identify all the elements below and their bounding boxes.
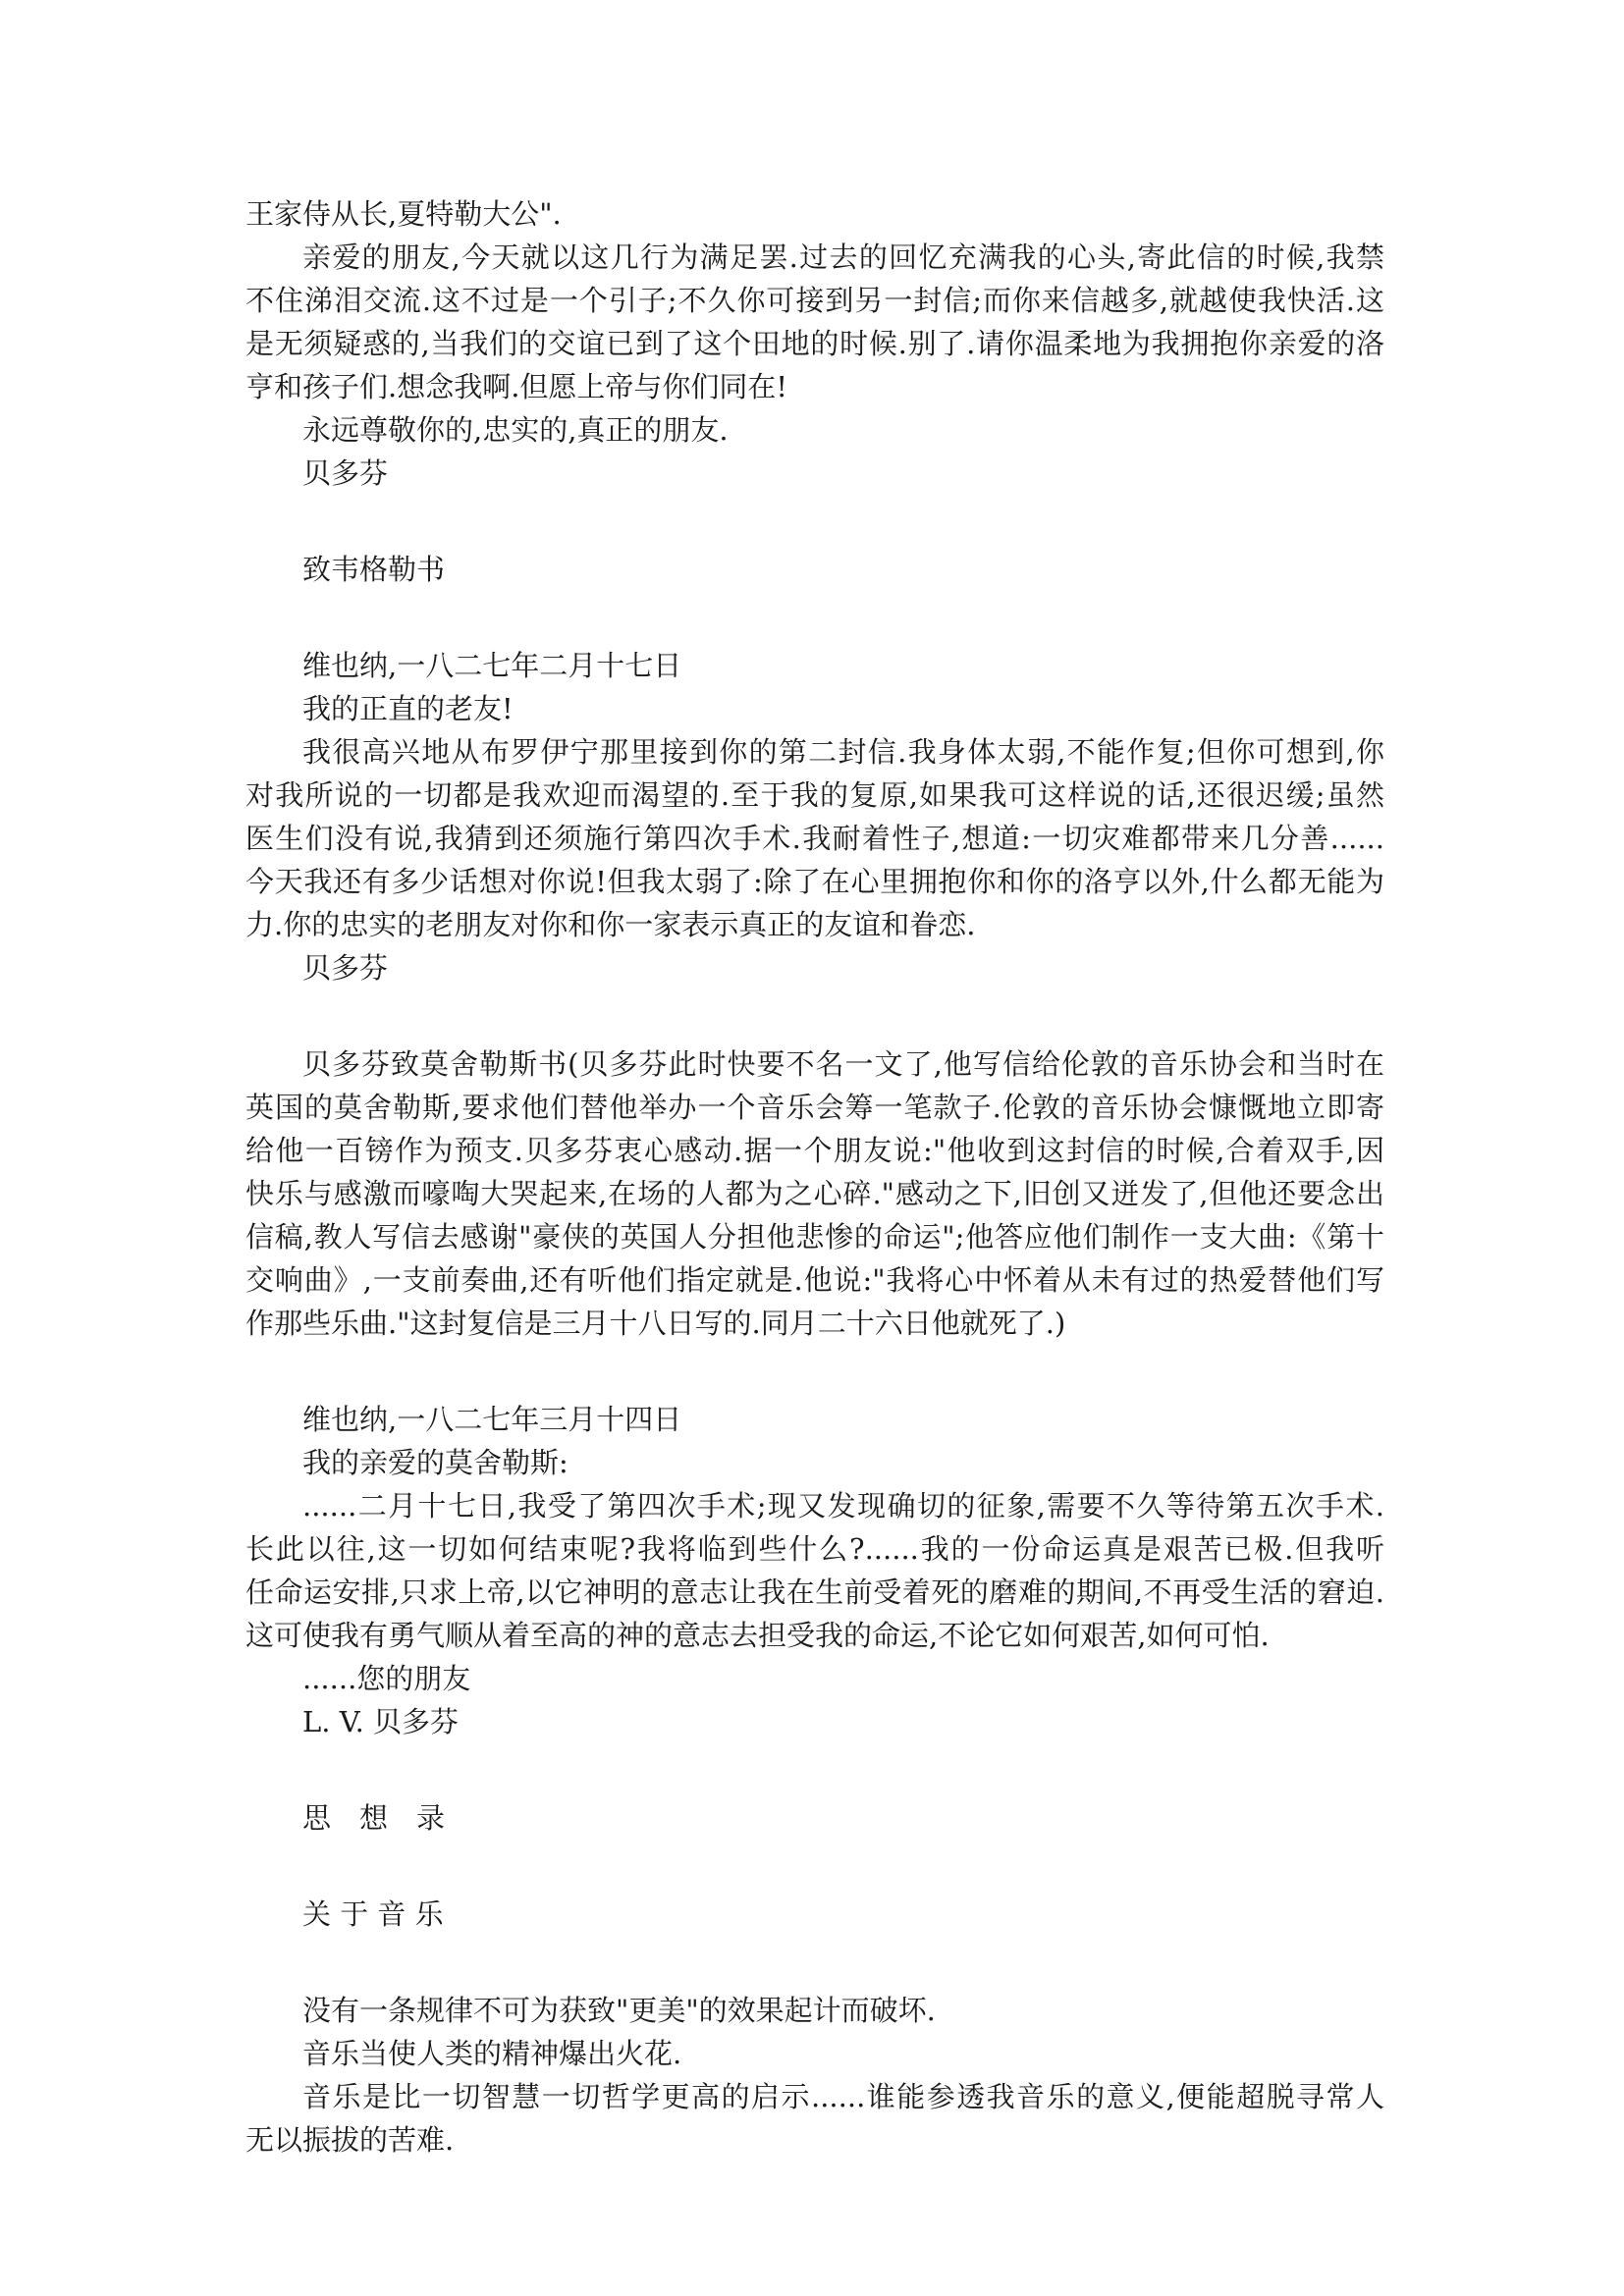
salutation: 我的亲爱的莫舍勒斯: — [302, 1446, 568, 1479]
text-line: 贝多芬致莫舍勒斯书(贝多芬此时快要不名一文了,他写信给伦敦的音乐协会和当时在 — [302, 1047, 1384, 1081]
closing-line: ......您的朋友 — [302, 1662, 471, 1695]
text-line: 这可使我有勇气顺从着至高的神的意志去担受我的命运,不论它如何艰苦,如何可怕. — [245, 1619, 1270, 1652]
text-line: 英国的莫舍勒斯,要求他们替他举办一个音乐会筹一笔款子.伦敦的音乐协会慷慨地立即寄 — [245, 1091, 1384, 1124]
text-line: 亨和孩子们.想念我啊.但愿上帝与你们同在! — [245, 370, 788, 403]
signature: 贝多芬 — [302, 951, 389, 985]
salutation: 我的正直的老友! — [302, 692, 514, 725]
text-line: 不住涕泪交流.这不过是一个引子;不久你可接到另一封信;而你来信越多,就越使我快活.这 — [245, 284, 1384, 317]
text-line: 医生们没有说,我猜到还须施行第四次手术.我耐着性子,想道:一切灾难都带来几分善...... — [245, 822, 1384, 855]
section-heading: 致韦格勒书 — [302, 553, 446, 586]
date-line: 维也纳,一八二七年二月十七日 — [302, 649, 682, 682]
text-line: 交响曲》,一支前奏曲,还有听他们指定就是.他说:"我将心中怀着从未有过的热爱替他们写 — [245, 1263, 1384, 1297]
signature: L. V. 贝多芬 — [302, 1705, 460, 1738]
text-line: 音乐是比一切智慧一切哲学更高的启示......谁能参透我音乐的意义,便能超脱寻常人 — [302, 2080, 1384, 2113]
text-line: 给他一百镑作为预支.贝多芬衷心感动.据一个朋友说:"他收到这封信的时候,合着双手,因 — [245, 1134, 1384, 1167]
text-line: 没有一条规律不可为获致"更美"的效果起计而破坏. — [302, 1994, 936, 2027]
text-line: 王家侍从长,夏特勒大公". — [245, 197, 562, 231]
document-page — [245, 192, 1384, 2162]
closing-line: 永远尊敬你的,忠实的,真正的朋友. — [302, 413, 729, 447]
text-line: 今天我还有多少话想对你说!但我太弱了:除了在心里拥抱你和你的洛亨以外,什么都无能为 — [245, 865, 1384, 898]
subsection-heading: 关 于 音 乐 — [302, 1897, 444, 1931]
text-line: ......二月十七日,我受了第四次手术;现又发现确切的征象,需要不久等待第五次手术. — [302, 1489, 1384, 1522]
spacer — [245, 591, 1384, 644]
spacer — [245, 1936, 1384, 1989]
text-line: 信稿,教人写信去感谢"豪侠的英国人分担他悲惨的命运";他答应他们制作一支大曲:《第十 — [245, 1220, 1384, 1254]
signature: 贝多芬 — [302, 456, 389, 490]
text-line: 是无须疑惑的,当我们的交谊已到了这个田地的时候.别了.请你温柔地为我拥抱你亲爱的洛 — [245, 327, 1384, 360]
text-line: 力.你的忠实的老朋友对你和你一家表示真正的友谊和眷恋. — [245, 908, 976, 941]
section-heading: 思 想 录 — [302, 1801, 446, 1835]
text-line: 快乐与感激而嚎啕大哭起来,在场的人都为之心碎."感动之下,旧创又迸发了,但他还要念出 — [245, 1177, 1384, 1210]
text-line: 对我所说的一切都是我欢迎而渴望的.至于我的复原,如果我可这样说的话,还很迟缓;虽然 — [245, 778, 1384, 812]
text-line: 亲爱的朋友,今天就以这几行为满足罢.过去的回忆充满我的心头,寄此信的时候,我禁 — [302, 240, 1384, 274]
spacer — [245, 1840, 1384, 1893]
text-line: 无以振拔的苦难. — [245, 2123, 455, 2157]
spacer — [245, 989, 1384, 1042]
spacer — [245, 1743, 1384, 1796]
text-line: 音乐当使人类的精神爆出火花. — [302, 2037, 682, 2070]
spacer — [245, 495, 1384, 548]
text-line: 长此以往,这一切如何结束呢?我将临到些什么?......我的一份命运真是艰苦已极.但我听 — [245, 1532, 1384, 1566]
text-line: 任命运安排,只求上帝,以它神明的意志让我在生前受着死的磨难的期间,不再受生活的窘迫. — [245, 1575, 1384, 1609]
text-line: 我很高兴地从布罗伊宁那里接到你的第二封信.我身体太弱,不能作复;但你可想到,你 — [302, 735, 1384, 769]
text-line: 作那些乐曲."这封复信是三月十八日写的.同月二十六日他就死了.) — [245, 1307, 1066, 1340]
date-line: 维也纳,一八二七年三月十四日 — [302, 1403, 682, 1436]
spacer — [245, 1345, 1384, 1398]
